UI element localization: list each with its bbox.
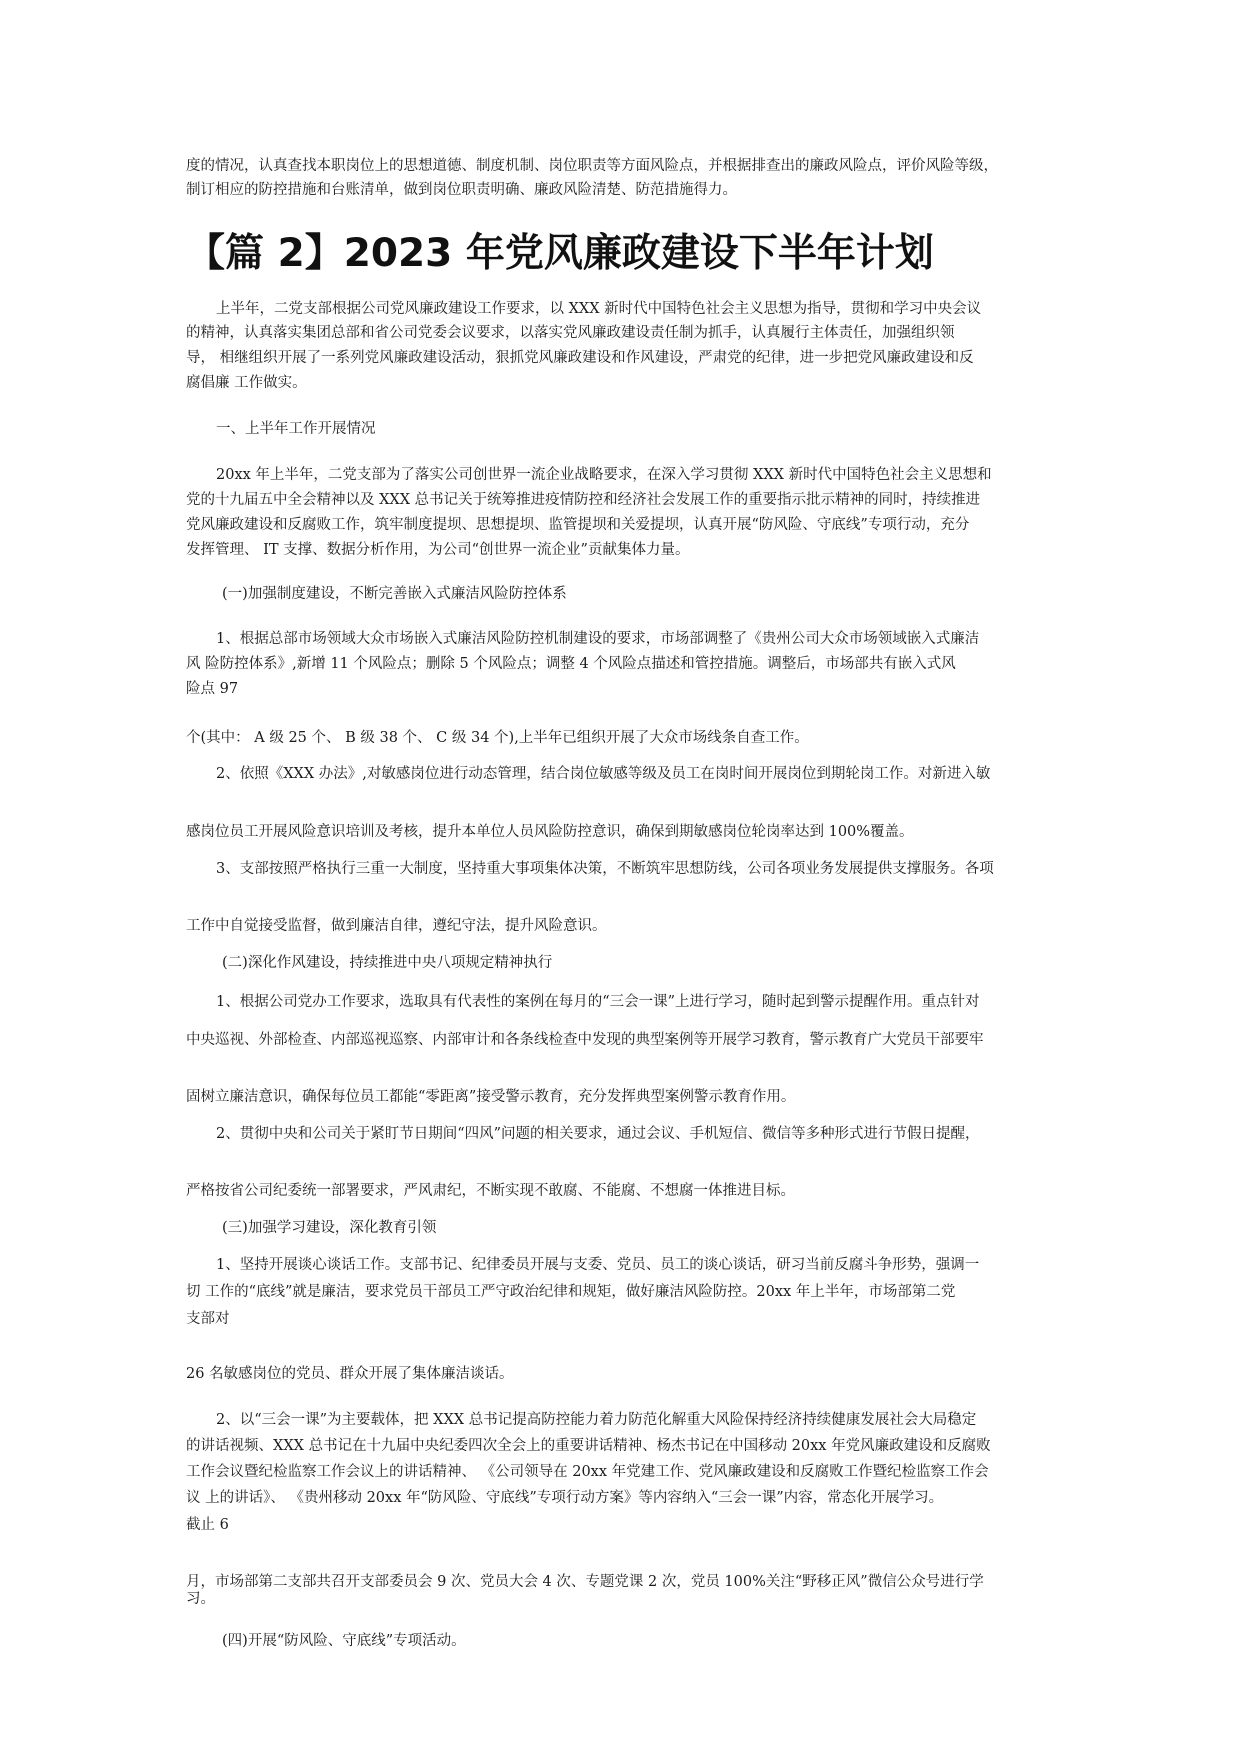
body-line: 1、根据总部市场领域大众市场嵌入式廉洁风险防控机制建设的要求，市场部调整了《贵州公司大众市场领域嵌入式廉洁 [216,631,980,647]
body-line: 截止 6 [186,1517,229,1533]
body-line: 风 险防控体系》,新增 11 个风险点；删除 5 个风险点；调整 4 个风险点描述和管控措施。调整后，市场部共有嵌入式风 [186,656,956,672]
subsection-heading-2: (二)深化作风建设，持续推进中央八项规定精神执行 [222,955,553,971]
body-line: 工作中自觉接受监督，做到廉洁自律，遵纪守法，提升风险意识。 [186,918,607,934]
intro-line-1: 度的情况，认真查找本职岗位上的思想道德、制度机制、岗位职责等方面风险点，并根据排查出的廉政风险点，评价风险等级， [186,158,998,174]
body-line: 腐倡廉 工作做实。 [186,375,307,391]
body-line: 感岗位员工开展风险意识培训及考核，提升本单位人员风险防控意识，确保到期敏感岗位轮岗率达到 100%覆盖。 [186,824,914,840]
body-line: 习。 [186,1591,215,1607]
body-line: 党的十九届五中全会精神以及 XXX 总书记关于统筹推进疫情防控和经济社会发展工作的重要指示批示精神的同时，持续推进 [186,492,981,508]
subsection-heading-4: (四)开展“防风险、守底线”专项活动。 [222,1633,466,1649]
body-line: 中央巡视、外部检查、内部巡视巡察、内部审计和各条线检查中发现的典型案例等开展学习教育，警示教育广大党员干部要牢 [186,1032,984,1048]
body-line: 20xx 年上半年，二党支部为了落实公司创世界一流企业战略要求，在深入学习贯彻 XXX 新时代中国特色社会主义思想和 [216,467,992,483]
section-title: 【篇 2】2023 年党风廉政建设下半年计划 [186,231,934,276]
subsection-heading-1: (一)加强制度建设，不断完善嵌入式廉洁风险防控体系 [222,586,567,602]
body-line: 严格按省公司纪委统一部署要求，严风肃纪，不断实现不敢腐、不能腐、不想腐一体推进目标。 [186,1183,795,1199]
body-line: 工作会议暨纪检监察工作会议上的讲话精神、 《公司领导在 20xx 年党建工作、党风廉政建设和反腐败工作暨纪检监察工作会 [186,1464,989,1480]
body-line: 2、依照《XXX 办法》,对敏感岗位进行动态管理，结合岗位敏感等级及员工在岗时间开展岗位到期轮岗工作。对新进入敏 [216,766,991,782]
body-line: 支部对 [186,1311,230,1327]
body-line: 导， 相继组织开展了一系列党风廉政建设活动，狠抓党风廉政建设和作风建设，严肃党的纪律，进一步把党风廉政建设和反 [186,350,974,366]
section-heading-1: 一、上半年工作开展情况 [216,421,376,437]
body-line: 的精神，认真落实集团总部和省公司党委会议要求，以落实党风廉政建设责任制为抓手，认真履行主体责任，加强组织领 [186,325,955,341]
intro-line-2: 制订相应的防控措施和台账清单，做到岗位职责明确、廉政风险清楚、防范措施得力。 [186,182,737,198]
body-line: 议 上的讲话》、 《贵州移动 20xx 年“防风险、守底线”专项行动方案》等内容纳入“三会一课”内容，常态化开展学习。 [186,1490,944,1506]
body-line: 2、贯彻中央和公司关于紧盯节日期间“四风”问题的相关要求，通过会议、手机短信、微信等多种形式进行节假日提醒， [216,1126,980,1142]
body-line: 1、坚持开展谈心谈话工作。支部书记、纪律委员开展与支委、党员、员工的谈心谈话，研习当前反腐斗争形势，强调一 [216,1257,980,1273]
body-line: 26 名敏感岗位的党员、群众开展了集体廉洁谈话。 [186,1366,514,1382]
body-line: 2、以“三会一课”为主要载体，把 XXX 总书记提高防控能力着力防范化解重大风险保持经济持续健康发展社会大局稳定 [216,1412,977,1428]
body-line: 发挥管理、 IT 支撑、数据分析作用，为公司“创世界一流企业”贡献集体力量。 [186,542,690,558]
body-line: 3、支部按照严格执行三重一大制度，坚持重大事项集体决策，不断筑牢思想防线，公司各项业务发展提供支撑服务。各项 [216,861,994,877]
body-line: 固树立廉洁意识，确保每位员工都能“零距离”接受警示教育，充分发挥典型案例警示教育作用。 [186,1089,796,1105]
body-line: 的讲话视频、XXX 总书记在十九届中央纪委四次全会上的重要讲话精神、杨杰书记在中国移动 20xx 年党风廉政建设和反腐败 [186,1438,991,1454]
body-line: 党风廉政建设和反腐败工作，筑牢制度提坝、思想提坝、监管提坝和关爱提坝，认真开展“防风险、守底线”专项行动，充分 [186,517,970,533]
body-line: 个(其中： A 级 25 个、 B 级 38 个、 C 级 34 个),上半年已组织开展了大众市场线条自查工作。 [186,730,809,746]
body-line: 险点 97 [186,681,239,697]
subsection-heading-3: (三)加强学习建设，深化教育引领 [222,1220,437,1236]
body-line: 切 工作的“底线”就是廉洁，要求党员干部员工严守政治纪律和规矩，做好廉洁风险防控。20xx 年上半年，市场部第二党 [186,1284,956,1300]
body-line: 1、根据公司党办工作要求，选取具有代表性的案例在每月的“三会一课”上进行学习，随时起到警示提醒作用。重点针对 [216,994,980,1010]
body-line: 月，市场部第二支部共召开支部委员会 9 次、党员大会 4 次、专题党课 2 次，党员 100%关注“野移正风”微信公众号进行学 [186,1574,984,1590]
body-line: 上半年，二党支部根据公司党风廉政建设工作要求，以 XXX 新时代中国特色社会主义思想为指导，贯彻和学习中央会议 [216,301,982,317]
